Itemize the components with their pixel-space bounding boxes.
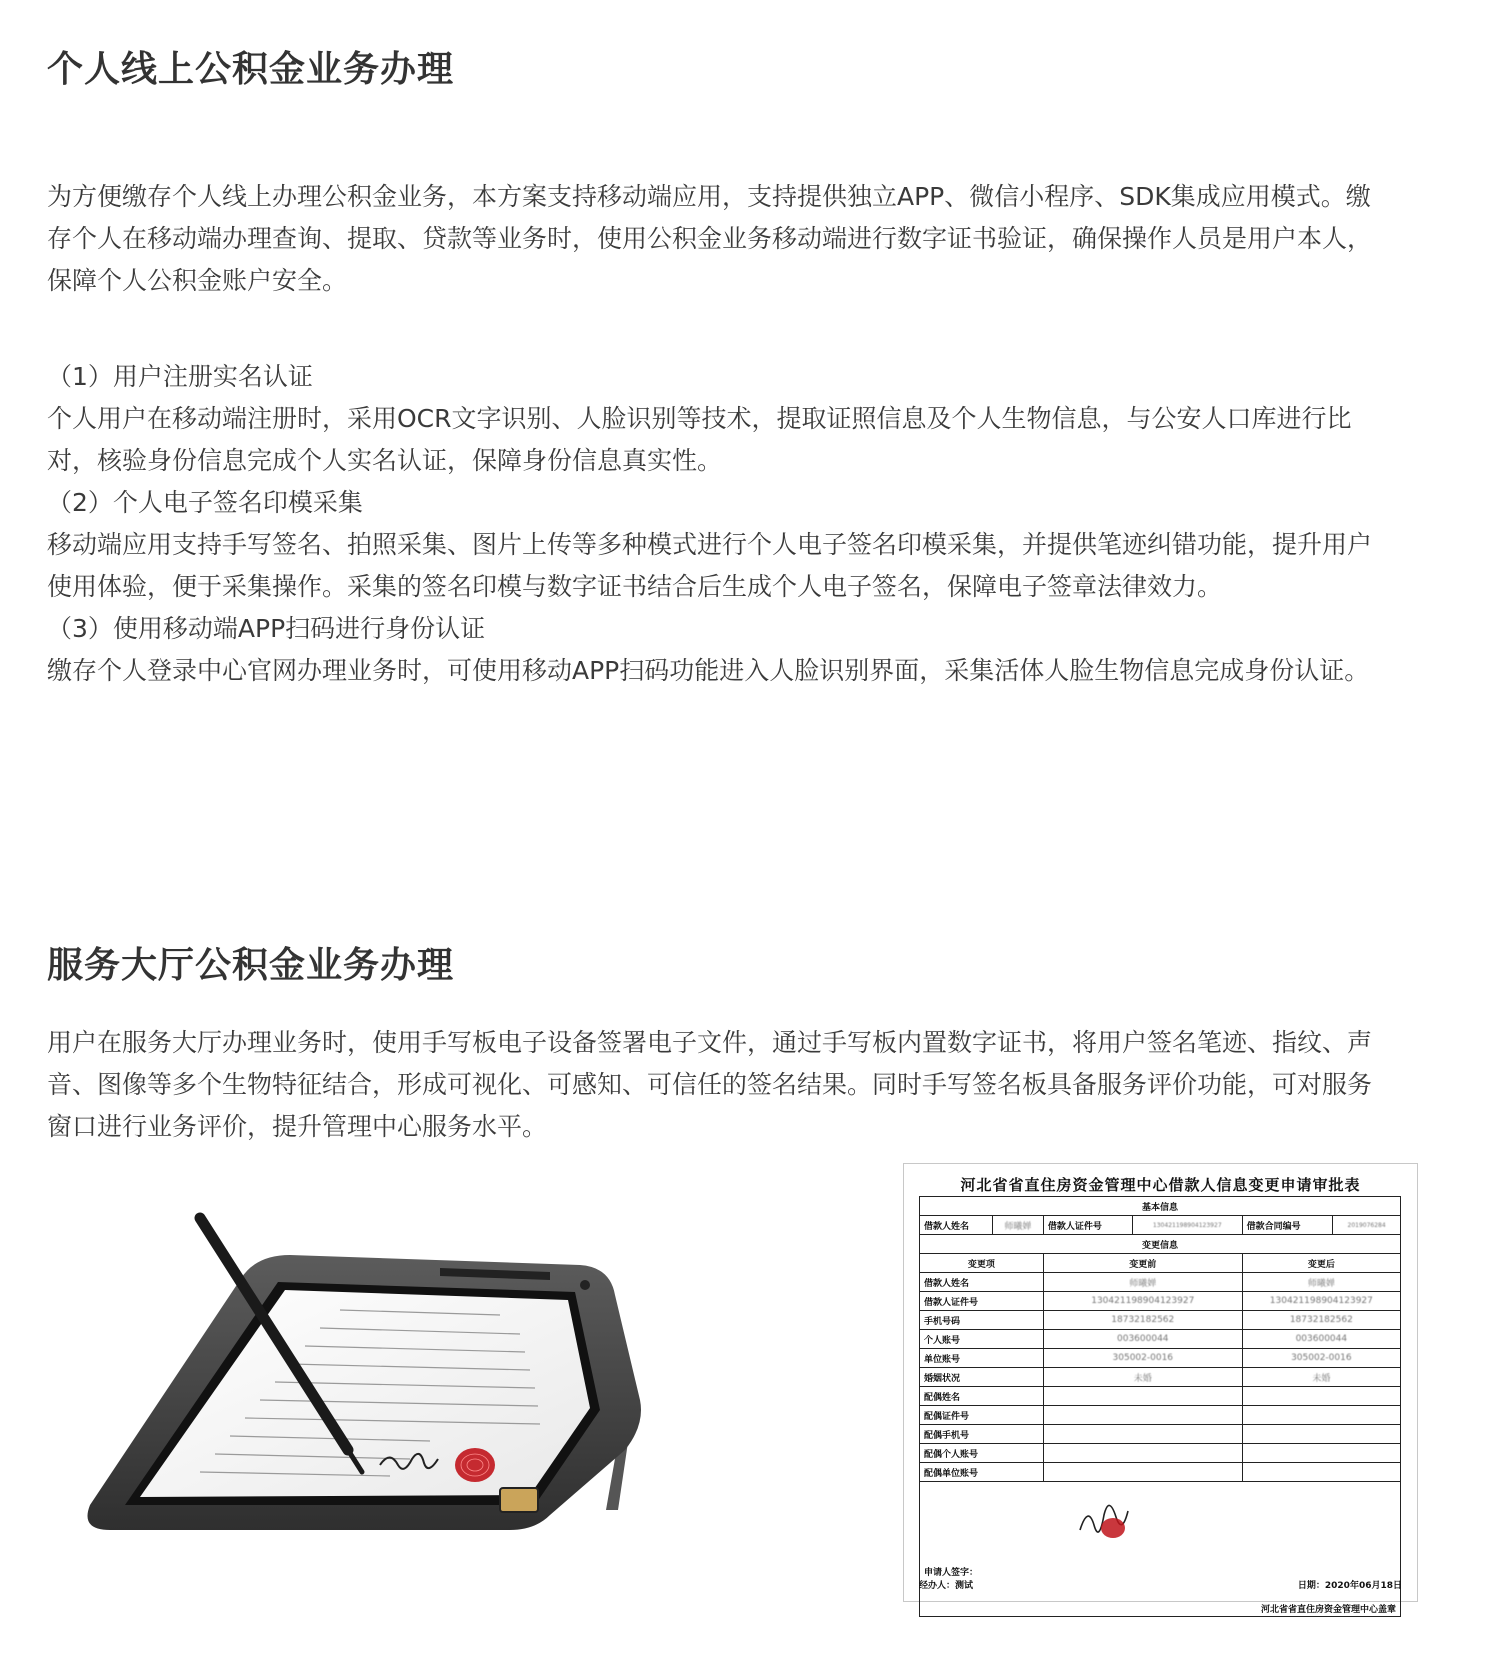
change-row (920, 1311, 1401, 1330)
id-label: 借款人证件号 (1043, 1216, 1132, 1235)
change-item: 婚姻状况 (920, 1368, 1044, 1387)
hall-text (47, 1022, 1457, 1148)
value-before (1043, 1387, 1242, 1406)
change-item: 配偶单位账号 (920, 1463, 1044, 1482)
form-date: 日期：2020年06月18日 (1297, 1581, 1402, 1591)
online-intro (47, 176, 1457, 302)
value-before: 18732182562 (1043, 1311, 1242, 1330)
form-title: 河北省省直住房资金管理中心借款人信息变更申请审批表 (960, 1176, 1361, 1194)
change-row (920, 1463, 1401, 1482)
change-row (920, 1349, 1401, 1368)
value-after: 师曦婵 (1242, 1273, 1400, 1292)
tablet-illustration (80, 1210, 650, 1555)
value-after: 003600044 (1242, 1330, 1400, 1349)
intro-line: 保障个人公积金账户安全。 (47, 266, 348, 295)
change-row (920, 1406, 1401, 1425)
item-heading: （3）使用移动端APP扫码进行身份认证 (47, 614, 486, 643)
name-value: 师曦婵 (993, 1216, 1044, 1235)
change-item: 个人账号 (920, 1330, 1044, 1349)
value-after (1242, 1444, 1400, 1463)
intro-line: 为方便缴存个人线上办理公积金业务，本方案支持移动端应用，支持提供独立APP、微信小程序、SDK集成应用模式。缴 (47, 182, 1371, 211)
value-after: 18732182562 (1242, 1311, 1400, 1330)
online-items (47, 356, 1457, 692)
change-item: 配偶手机号 (920, 1425, 1044, 1444)
change-row (920, 1292, 1401, 1311)
section-title-hall: 服务大厅公积金业务办理 (47, 945, 455, 986)
value-after: 未婚 (1242, 1368, 1400, 1387)
intro-line: 存个人在移动端办理查询、提取、贷款等业务时，使用公积金业务移动端进行数字证书验证，确保操作人员是用户本人， (47, 224, 1373, 253)
change-item: 配偶姓名 (920, 1387, 1044, 1406)
value-after (1242, 1463, 1400, 1482)
applicant-signature (1075, 1500, 1145, 1545)
change-item: 单位账号 (920, 1349, 1044, 1368)
hall-line: 窗口进行业务评价，提升管理中心服务水平。 (47, 1112, 548, 1141)
value-before: 师曦婵 (1043, 1273, 1242, 1292)
form-table (919, 1196, 1401, 1617)
hall-line: 用户在服务大厅办理业务时，使用手写板电子设备签署电子文件，通过手写板内置数字证书，将用户签名笔迹、指纹、声 (47, 1028, 1373, 1057)
value-after (1242, 1406, 1400, 1425)
change-row (920, 1425, 1401, 1444)
item-text: 使用体验，便于采集操作。采集的签名印模与数字证书结合后生成个人电子签名，保障电子签章法律效力。 (47, 572, 1223, 601)
value-after: 305002-0016 (1242, 1349, 1400, 1368)
col-after: 变更后 (1242, 1254, 1400, 1273)
contract-value: 2019076284 (1333, 1216, 1401, 1235)
contract-label: 借款合同编号 (1242, 1216, 1333, 1235)
value-before: 305002-0016 (1043, 1349, 1242, 1368)
value-before (1043, 1425, 1242, 1444)
fingerprint-sensor (500, 1488, 538, 1512)
value-before (1043, 1406, 1242, 1425)
value-after (1242, 1387, 1400, 1406)
operator-label: 经办人：测试 (919, 1581, 974, 1591)
change-row (920, 1368, 1401, 1387)
change-item: 借款人姓名 (920, 1273, 1044, 1292)
change-row (920, 1444, 1401, 1463)
value-after: 130421198904123927 (1242, 1292, 1400, 1311)
change-item: 手机号码 (920, 1311, 1044, 1330)
center-stamp: 河北省省直住房资金管理中心盖章 (920, 1600, 1401, 1617)
signature-tablet-image (80, 1210, 650, 1555)
item-text: 缴存个人登录中心官网办理业务时，可使用移动APP扫码功能进入人脸识别界面，采集活体人脸生物信息完成身份认证。 (47, 656, 1370, 685)
value-before: 130421198904123927 (1043, 1292, 1242, 1311)
id-value: 130421198904123927 (1132, 1216, 1242, 1235)
change-item: 配偶个人账号 (920, 1444, 1044, 1463)
value-after (1242, 1425, 1400, 1444)
value-before: 未婚 (1043, 1368, 1242, 1387)
approval-form-image (903, 1163, 1418, 1615)
name-label: 借款人姓名 (920, 1216, 993, 1235)
col-item: 变更项 (920, 1254, 1044, 1273)
applicant-label: 申请人签字： (924, 1568, 979, 1578)
hall-line: 音、图像等多个生物特征结合，形成可视化、可感知、可信任的签名结果。同时手写签名板具备服务评价功能，可对服务 (47, 1070, 1373, 1099)
item-text: 对，核验身份信息完成个人实名认证，保障身份信息真实性。 (47, 446, 723, 475)
item-heading: （2）个人电子签名印模采集 (47, 488, 363, 517)
value-before: 003600044 (1043, 1330, 1242, 1349)
change-item: 借款人证件号 (920, 1292, 1044, 1311)
change-row (920, 1273, 1401, 1292)
section-title-online: 个人线上公积金业务办理 (47, 49, 455, 90)
value-before (1043, 1444, 1242, 1463)
item-text: 个人用户在移动端注册时，采用OCR文字识别、人脸识别等技术，提取证照信息及个人生物信息，与公安人口库进行比 (47, 404, 1352, 433)
basic-info-header: 基本信息 (920, 1197, 1401, 1216)
item-heading: （1）用户注册实名认证 (47, 362, 313, 391)
change-info-header: 变更信息 (920, 1235, 1401, 1254)
col-before: 变更前 (1043, 1254, 1242, 1273)
change-row (920, 1387, 1401, 1406)
item-text: 移动端应用支持手写签名、拍照采集、图片上传等多种模式进行个人电子签名印模采集，并提供笔迹纠错功能，提升用户 (47, 530, 1373, 559)
value-before (1043, 1463, 1242, 1482)
change-row (920, 1330, 1401, 1349)
change-item: 配偶证件号 (920, 1406, 1044, 1425)
